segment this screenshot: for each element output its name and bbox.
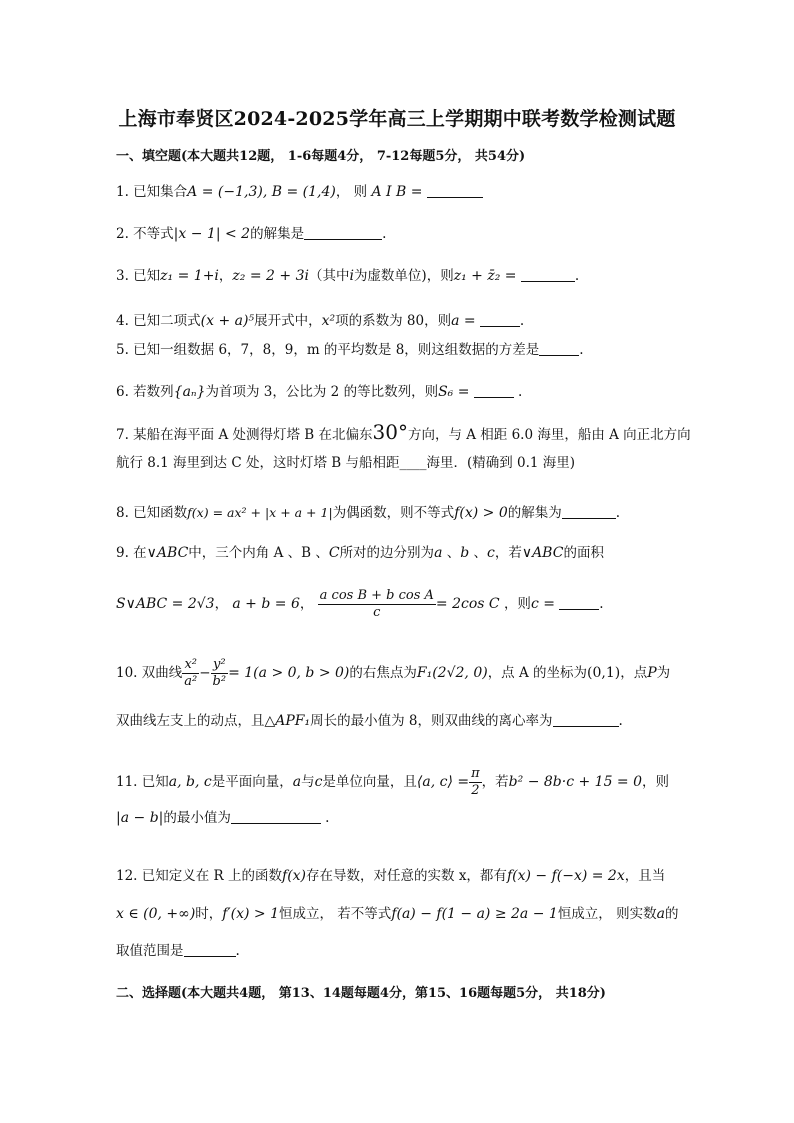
q3-math3: i	[349, 268, 354, 284]
q9-frac-rhs: = 2cos C	[435, 596, 500, 612]
q1-prefix: 1. 已知集合	[116, 184, 188, 200]
q10-point: (0,1)	[587, 665, 621, 681]
question-9-line-2: S∨ABC = 2√3， a + b = 6， $\frac{\text{a cos B + b cos A}}{c}$ = 2cos C ，则c = .	[116, 588, 604, 620]
q8-math2: f(x) > 0	[454, 505, 508, 521]
q8-prefix: 8. 已知函数	[116, 505, 188, 521]
q9-frac-num: a cos B + b cos A	[319, 588, 434, 603]
q2-prefix: 2. 不等式	[116, 226, 174, 242]
question-12-line-2	[116, 904, 686, 924]
answer-blank	[480, 312, 520, 327]
answer-blank	[304, 225, 382, 240]
question-7-line-2	[116, 453, 686, 473]
q12-deriv: f′(x) > 1	[222, 906, 280, 922]
q12-mid3: 恒成立， 若不等式	[279, 906, 392, 922]
answer-blank	[474, 383, 514, 398]
q11-mid: 是平面向量，	[211, 774, 293, 790]
q12-eq: f(x) − f(−x) = 2x	[506, 868, 625, 884]
q9-c: c	[486, 545, 495, 561]
q4-math3: a =	[451, 313, 476, 329]
answer-blank	[521, 267, 575, 282]
answer-blank	[184, 942, 236, 957]
answer-blank	[562, 504, 616, 519]
q3-sep: ，	[218, 268, 233, 284]
q1-math2: A I B =	[371, 184, 423, 200]
answer-blank	[559, 595, 599, 610]
question-5: 5. 已知一组数据 6，7，8，9，m 的平均数是 8，则这组数据的方差是 .	[116, 342, 584, 358]
question-10-line-2: 双曲线左支上的动点，且△APF₁周长的最小值为 8，则双曲线的离心率为 .	[116, 713, 623, 729]
q10-mid3: ，点	[620, 665, 648, 681]
q11-post: ，则	[642, 774, 670, 790]
question-7-line-1	[116, 420, 691, 445]
q12-line3: 取值范围是	[116, 943, 184, 959]
q10-P: P	[647, 665, 657, 681]
q12-mid2: 时，	[195, 906, 223, 922]
q11-eq: b² − 8b·c + 15 = 0	[508, 774, 643, 790]
q4-math: (x + a)⁵	[200, 313, 255, 329]
q12-a: a	[656, 906, 665, 922]
q3-math4: z₁ + z̄₂ =	[453, 268, 517, 284]
question-6: 6. 若数列{aₙ}为首项为 3，公比为 2 的等比数列，则S₆ = .	[116, 384, 523, 400]
q7-line1a: 7. 某船在海平面 A 处测得灯塔 B 在北偏东	[116, 427, 373, 443]
q10-fy: y²	[211, 657, 229, 674]
q8-post: 的解集为	[507, 505, 562, 521]
q10-mid: 的右焦点为	[349, 665, 417, 681]
q9-ask: ，则	[503, 596, 531, 612]
q4-math2: x²	[321, 313, 336, 329]
q12-post: ，且当	[624, 868, 666, 884]
section-heading-fill-blank: 一、填空题(本大题共12题， 1-6每题4分， 7-12每题5分， 共54分)	[116, 149, 526, 164]
q8-math: f(x) = ax² + |x + a + 1|	[187, 505, 333, 520]
answer-blank	[427, 183, 483, 198]
q3-mid: （其中	[308, 268, 350, 284]
q7-line2: 航行 8.1 海里到达 C 处，这时灯塔 B 与船相距____海里．(精确到 0.1 海里)	[116, 455, 576, 471]
q10-frac-x	[182, 657, 199, 690]
section-heading-multiple-choice: 二、选择题(本大题共4题， 第13、14题每题4分，第15、16题每题5分， 共18分)	[116, 986, 606, 1001]
q11-abs: |a − b|	[116, 810, 164, 826]
answer-blank	[553, 712, 619, 727]
q2-math: |x − 1| < 2	[173, 226, 251, 242]
q11-pi-num: π	[471, 766, 480, 781]
page-title: 上海市奉贤区2024-2025学年高三上学期期中联考数学检测试题	[118, 108, 676, 130]
question-11-line-2: |a − b|的最小值为 .	[116, 810, 330, 826]
q9-frac-den: c	[373, 605, 381, 620]
q9-prefix: 9. 在	[116, 545, 147, 561]
q4-mid: 展开式中，	[254, 313, 322, 329]
q4-mid2: 项的系数为 80，则	[335, 313, 452, 329]
question-12-line-1	[116, 866, 686, 886]
q12-prefix: 12. 已知定义在 R 上的函数	[116, 868, 283, 884]
q11-mid3: ，若	[481, 774, 509, 790]
q5-text: 5. 已知一组数据 6，7，8，9，m 的平均数是 8，则这组数据的方差是	[116, 342, 540, 358]
q4-prefix: 4. 已知二项式	[116, 313, 201, 329]
q10-prefix: 10. 双曲线	[116, 665, 183, 681]
q11-mid2: 是单位向量，且	[322, 774, 417, 790]
q6-mid: 为首项为 3，公比为 2 的等比数列，则	[205, 384, 439, 400]
q6-prefix: 6. 若数列	[116, 384, 174, 400]
q12-end: 的	[664, 906, 679, 922]
q11-prefix: 11. 已知	[116, 774, 169, 790]
q10-rhs: = 1(a > 0, b > 0)	[228, 665, 350, 681]
question-12-line-3: 取值范围是 .	[116, 943, 240, 959]
q9-mid2: 所对的边分别为	[339, 545, 435, 561]
question-2: 2. 不等式|x − 1| < 2的解集是 .	[116, 226, 387, 242]
q10-fa: a²	[184, 674, 198, 689]
q9-ask-math: c =	[530, 596, 555, 612]
q11-pi-frac	[469, 766, 482, 799]
q3-prefix: 3. 已知	[116, 268, 161, 284]
q9-post: 的面积	[563, 545, 604, 561]
q1-math: A = (−1,3), B = (1,4)	[187, 184, 336, 200]
q10-line2b: 周长的最小值为 8，则双曲线的离心率为	[310, 713, 553, 729]
q3-math2: z₂ = 2 + 3i	[232, 268, 309, 284]
q10-triangle: △APF₁	[264, 713, 311, 729]
q12-mid: 存在导数，对任意的实数 x，都有	[306, 868, 507, 884]
q9-sum: a + b = 6	[232, 596, 300, 612]
q11-line2: 的最小值为	[163, 810, 231, 826]
q9-area: S∨ABC = 2√3	[116, 596, 215, 612]
q10-fx: x²	[182, 657, 199, 674]
q11-and: 与	[301, 774, 315, 790]
q9-fraction	[318, 588, 436, 621]
question-4: 4. 已知二项式(x + a)⁵展开式中，x²项的系数为 80，则a = .	[116, 313, 525, 329]
q3-mid2: 为虚数单位)，则	[353, 268, 454, 284]
q10-focus: F₁(2√2, 0)	[416, 665, 488, 681]
q11-va: a	[292, 774, 302, 790]
q10-post: 为	[656, 665, 671, 681]
q11-pi-den: 2	[471, 783, 480, 798]
answer-blank	[231, 809, 321, 824]
q7-angle: 30°	[372, 420, 408, 444]
q9-C: C	[328, 545, 340, 561]
question-8: 8. 已知函数f(x) = ax² + |x + a + 1|为偶函数，则不等式f(x) > 0的解集为 .	[116, 505, 621, 521]
q8-mid: 为偶函数，则不等式	[332, 505, 455, 521]
q11-vc: c	[314, 774, 323, 790]
q9-mid3: ，若	[494, 545, 522, 561]
q11-vectors: a, b, c	[168, 774, 212, 790]
q9-mid: 中，三个内角 A 、B 、	[188, 545, 329, 561]
q3-math: z₁ = 1+i	[160, 268, 219, 284]
q10-frac-y	[211, 657, 229, 690]
question-11-line-1	[116, 762, 686, 802]
question-1	[116, 182, 686, 202]
q1-mid: ， 则	[335, 184, 368, 200]
q7-line1b: 方向，与 A 相距 6.0 海里，船由 A 向正北方向	[407, 427, 691, 443]
q12-ineq: f(a) − f(1 − a) ≥ 2a − 1	[391, 906, 558, 922]
q12-fx: f(x)	[282, 868, 307, 884]
q11-angle: ⟨a, c⟩ =	[416, 774, 470, 790]
q9-a: a	[434, 545, 443, 561]
q6-math: {aₙ}	[173, 384, 206, 400]
q10-fb: b²	[212, 674, 227, 689]
q12-cond: x ∈ (0, +∞)	[116, 906, 196, 922]
q10-mid2: ，点 A 的坐标为	[487, 665, 588, 681]
q12-mid4: 恒成立， 则实数	[557, 906, 657, 922]
q6-math2: S₆ =	[438, 384, 470, 400]
q10-line2a: 双曲线左支上的动点，且	[116, 713, 265, 729]
q9-b: b	[460, 545, 470, 561]
q9-triangle2: ∨ABC	[521, 545, 564, 561]
q2-post: 的解集是	[250, 226, 305, 242]
question-10-line-1: 10. 双曲线 $\frac{\text{x²}}{\text{a²}}$ − $\frac{\text{y²}}{\text{b²}}$ = 1(a > 0, b > 0)的右焦点为F₁(2√2, 0)，点 A 的坐标为(0,1)，点P为	[116, 657, 671, 689]
q9-triangle: ∨ABC	[146, 545, 189, 561]
question-3: 3. 已知z₁ = 1+i，z₂ = 2 + 3i（其中i为虚数单位)，则z₁ + z̄₂ = .	[116, 268, 580, 284]
question-9-line-1: 9. 在∨ABC中，三个内角 A 、B 、C所对的边分别为a 、b 、c，若∨ABC的面积	[116, 545, 604, 561]
answer-blank	[539, 341, 579, 356]
